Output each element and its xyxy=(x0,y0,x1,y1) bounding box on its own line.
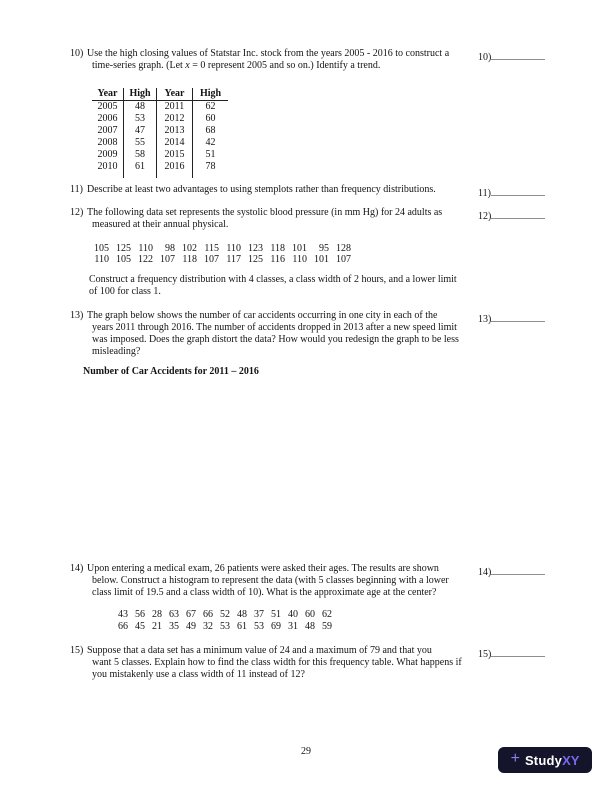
answer-blank-14 xyxy=(478,563,545,579)
question-15 xyxy=(70,645,480,681)
question-10-line-1 xyxy=(70,48,470,60)
question-14-line-3 xyxy=(70,587,480,599)
data-value: 48 xyxy=(237,609,247,620)
answer-12-label: 12) xyxy=(478,211,492,222)
data-value: 43 xyxy=(118,609,128,620)
data-value: 37 xyxy=(254,609,264,620)
question-13-number: 13) xyxy=(70,310,84,321)
data-value: 61 xyxy=(237,621,247,632)
question-15-line-2 xyxy=(70,657,480,669)
question-13-line-2 xyxy=(70,322,480,334)
data-value: 51 xyxy=(271,609,281,620)
table-cell: 51 xyxy=(193,149,229,161)
data-value: 67 xyxy=(186,609,196,620)
table-row xyxy=(92,125,228,137)
table-header-year: Year xyxy=(92,88,124,101)
data-value: 28 xyxy=(152,609,162,620)
table-cell: 53 xyxy=(124,113,157,125)
answer-blank-11 xyxy=(478,184,545,200)
data-value: 110 xyxy=(226,243,241,254)
question-15-line-3 xyxy=(70,669,480,681)
data-value: 95 xyxy=(319,243,329,254)
data-value: 110 xyxy=(138,243,153,254)
stock-high-table xyxy=(92,88,228,178)
logo-text xyxy=(525,753,579,768)
question-13-line-4 xyxy=(70,346,480,358)
answer-10-label: 10) xyxy=(478,52,492,63)
question-12-line-2 xyxy=(70,219,470,231)
table-cell: 42 xyxy=(193,137,229,149)
table-cell: 2014 xyxy=(157,137,193,149)
table-cell: 62 xyxy=(193,101,229,114)
table-cell: 2006 xyxy=(97,113,118,124)
data-value: 35 xyxy=(169,621,179,632)
answer-15-label: 15) xyxy=(478,649,492,660)
data-value: 115 xyxy=(204,243,219,254)
question-14-number: 14) xyxy=(70,563,84,574)
data-value: 125 xyxy=(248,254,263,265)
table-cell: 2016 xyxy=(157,161,193,173)
table-cell: 2011 xyxy=(157,101,193,114)
answer-13-label: 13) xyxy=(478,314,492,325)
data-value: 40 xyxy=(288,609,298,620)
question-13-line-3 xyxy=(70,334,480,346)
data-value: 105 xyxy=(94,243,109,254)
data-value: 21 xyxy=(152,621,162,632)
question-14-text: below. Construct a histogram to represent the data (with 5 classes beginning with a lower xyxy=(92,575,449,586)
question-12-instruction-line-1: Construct a frequency distribution with 4 classes, a class width of 2 hours, and a lower limit xyxy=(89,274,457,285)
data-value: 107 xyxy=(204,254,219,265)
question-15-line-1 xyxy=(70,645,480,657)
table-cell: 68 xyxy=(193,125,229,137)
data-value: 69 xyxy=(271,621,281,632)
ages-data-row-2 xyxy=(111,621,332,633)
question-15-text: Suppose that a data set has a minimum value of 24 and a maximum of 79 and that you xyxy=(87,645,432,656)
table-row xyxy=(92,137,228,149)
answer-14-line xyxy=(491,563,545,575)
question-12-text: measured at their annual physical. xyxy=(92,219,229,230)
table-cell: 48 xyxy=(124,101,157,114)
table-row xyxy=(92,149,228,161)
data-value: 107 xyxy=(336,254,351,265)
data-value: 53 xyxy=(254,621,264,632)
logo-text-study: Study xyxy=(524,752,563,768)
question-10-number: 10) xyxy=(70,48,84,59)
table-cell: 2009 xyxy=(97,149,118,160)
data-value: 107 xyxy=(160,254,175,265)
question-11-text: Describe at least two advantages to using stemplots rather than frequency distributions. xyxy=(87,184,436,195)
table-row xyxy=(92,161,228,173)
logo-text-xy: XY xyxy=(562,752,580,768)
data-value: 118 xyxy=(270,243,285,254)
table-header-high: High xyxy=(193,88,229,101)
data-value: 101 xyxy=(292,243,307,254)
data-value: 105 xyxy=(116,254,131,265)
question-13-text: misleading? xyxy=(92,346,141,357)
question-11 xyxy=(70,184,480,196)
question-14-text: Upon entering a medical exam, 26 patients were asked their ages. The results are shown xyxy=(87,563,439,574)
data-value: 128 xyxy=(336,243,351,254)
question-10-text: Use the high closing values of Statstar Inc. stock from the years 2005 - 2016 to construct a xyxy=(87,48,450,59)
question-13-text: The graph below shows the number of car accidents occurring in one city in each of the xyxy=(87,310,438,321)
car-accidents-graph-placeholder xyxy=(83,384,465,552)
table-header-year: Year xyxy=(157,88,193,101)
data-value: 62 xyxy=(322,609,332,620)
ages-data-row-1 xyxy=(111,609,332,621)
answer-blank-12 xyxy=(478,207,545,223)
page-number: 29 xyxy=(301,746,311,757)
question-12-number: 12) xyxy=(70,207,84,218)
question-13-text: years 2011 through 2016. The number of accidents dropped in 2013 after a new speed limit xyxy=(92,322,457,333)
answer-11-line xyxy=(491,184,545,196)
answer-blank-15 xyxy=(478,645,545,661)
data-value: 56 xyxy=(135,609,145,620)
table-row xyxy=(92,113,228,125)
answer-15-line xyxy=(491,645,545,657)
table-cell: 55 xyxy=(124,137,157,149)
question-12-instruction xyxy=(89,274,489,298)
question-11-line-1 xyxy=(70,184,480,196)
data-value: 110 xyxy=(292,254,307,265)
data-value: 66 xyxy=(203,609,213,620)
question-10-text: = 0 represent 2005 and so on.) Identify a trend. xyxy=(189,60,381,71)
data-value: 125 xyxy=(116,243,131,254)
data-value: 59 xyxy=(322,621,332,632)
plus-icon: + xyxy=(510,750,520,767)
data-value: 110 xyxy=(94,254,109,265)
question-15-text: want 5 classes. Explain how to find the class width for this frequency table. What happens if xyxy=(92,657,462,668)
question-10-variable: x xyxy=(185,60,190,71)
question-13-text: was imposed. Does the graph distort the data? How would you redesign the graph to be less xyxy=(92,334,459,345)
question-11-number: 11) xyxy=(70,184,83,195)
data-value: 122 xyxy=(138,254,153,265)
answer-blank-10 xyxy=(478,48,545,64)
table-cell: 2015 xyxy=(157,149,193,161)
table-cell: 2012 xyxy=(157,113,193,125)
data-value: 48 xyxy=(305,621,315,632)
table-cell: 47 xyxy=(124,125,157,137)
data-value: 60 xyxy=(305,609,315,620)
question-14 xyxy=(70,563,480,599)
table-cell: 2007 xyxy=(97,125,118,136)
question-15-number: 15) xyxy=(70,645,84,656)
data-value: 102 xyxy=(182,243,197,254)
table-cell: 2005 xyxy=(97,101,118,112)
question-12-line-1 xyxy=(70,207,470,219)
studyxy-logo xyxy=(498,747,592,773)
table-header-row xyxy=(92,88,228,101)
data-value: 31 xyxy=(288,621,298,632)
car-accidents-chart-title: Number of Car Accidents for 2011 – 2016 xyxy=(83,366,259,377)
question-10-text: time-series graph. (Let xyxy=(92,60,186,71)
data-value: 66 xyxy=(118,621,128,632)
data-value: 49 xyxy=(186,621,196,632)
question-12-text: The following data set represents the systolic blood pressure (in mm Hg) for 24 adults as xyxy=(87,207,443,218)
question-15-text: you mistakenly use a class width of 11 instead of 12? xyxy=(92,669,305,680)
data-value: 117 xyxy=(226,254,241,265)
question-14-line-2 xyxy=(70,575,480,587)
question-10 xyxy=(70,48,470,72)
answer-10-line xyxy=(491,48,545,60)
data-value: 63 xyxy=(169,609,179,620)
data-value: 101 xyxy=(314,254,329,265)
table-cell: 78 xyxy=(193,161,229,173)
data-value: 52 xyxy=(220,609,230,620)
table-cell: 2013 xyxy=(157,125,193,137)
table-spacer-row xyxy=(92,173,228,178)
data-value: 123 xyxy=(248,243,263,254)
question-12-instruction-line-2: of 100 for class 1. xyxy=(89,286,161,297)
table-header-high: High xyxy=(124,88,157,101)
answer-14-label: 14) xyxy=(478,567,492,578)
data-value: 118 xyxy=(182,254,197,265)
data-value: 53 xyxy=(220,621,230,632)
answer-12-line xyxy=(491,207,545,219)
table-cell: 58 xyxy=(124,149,157,161)
blood-pressure-data-row-1 xyxy=(87,243,351,254)
table-row xyxy=(92,101,228,114)
table-cell: 61 xyxy=(124,161,157,173)
question-14-line-1 xyxy=(70,563,480,575)
answer-13-line xyxy=(491,310,545,322)
question-13-line-1 xyxy=(70,310,480,322)
data-value: 32 xyxy=(203,621,213,632)
question-14-text: class limit of 19.5 and a class width of 10). What is the approximate age at the center? xyxy=(92,587,437,598)
question-12 xyxy=(70,207,470,231)
table-cell: 2010 xyxy=(97,161,118,172)
data-value: 116 xyxy=(270,254,285,265)
table-cell: 2008 xyxy=(97,137,118,148)
table-cell: 60 xyxy=(193,113,229,125)
answer-blank-13 xyxy=(478,310,545,326)
question-10-line-2 xyxy=(70,60,470,72)
data-value: 45 xyxy=(135,621,145,632)
data-value: 98 xyxy=(165,243,175,254)
answer-11-label: 11) xyxy=(478,188,491,199)
question-13 xyxy=(70,310,480,358)
blood-pressure-data-row-2 xyxy=(87,254,351,265)
